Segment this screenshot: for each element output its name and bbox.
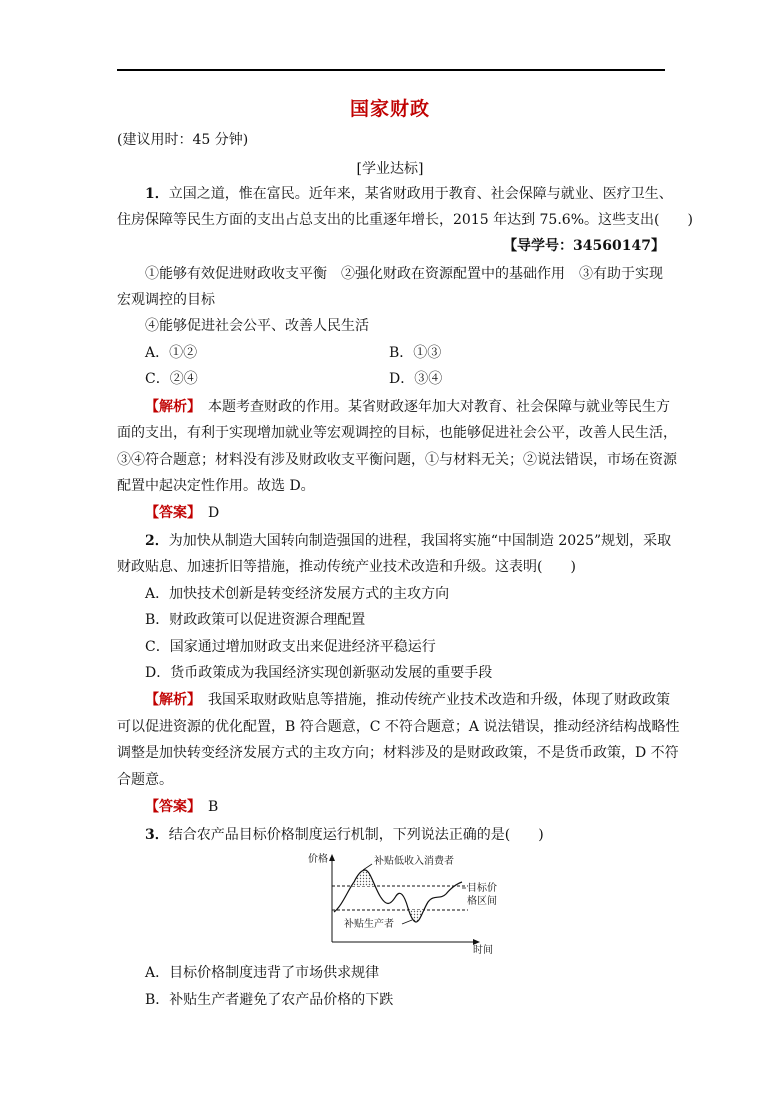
q1-answer-tag: 【答案】 — [145, 505, 194, 521]
q1-number: 1． — [145, 186, 169, 202]
suggested-time: (建议用时：45 分钟) — [117, 132, 249, 148]
q2-number: 2． — [145, 533, 169, 549]
q2-option-b: B．财政政策可以促进资源合理配置 — [145, 612, 366, 628]
top-rule — [117, 69, 665, 71]
price-curve — [334, 870, 462, 922]
q1-items-line-1: ①能够有效促进财政收支平衡 ②强化财政在资源配置中的基础作用 ③有助于实现 — [145, 266, 663, 282]
q1-option-a: A．①② — [145, 345, 198, 361]
price-mechanism-diagram — [308, 850, 508, 955]
band-label-2: 格区间 — [467, 896, 497, 907]
y-axis-arrow — [329, 854, 335, 861]
q2-analysis-line-3: 调整是加快转变经济发展方式的主攻方向；材料涉及的是财政政策，不是货币政策，D 不符 — [117, 745, 679, 761]
x-axis-label: 时间 — [473, 945, 493, 955]
top-label: 补贴低收入消费者 — [374, 856, 454, 867]
top-label-leader — [363, 864, 372, 870]
q1-analysis-line-1: 【解析】 本题考查财政的作用。某省财政逐年加大对教育、社会保障与就业等民生方 — [145, 399, 670, 415]
section-heading: [学业达标] — [356, 161, 424, 177]
q3-option-a: A．目标价格制度违背了市场供求规律 — [145, 965, 380, 981]
q1-analysis-line-4: 配置中起决定性作用。故选 D。 — [117, 478, 315, 494]
q1-option-d: D．③④ — [389, 371, 443, 387]
q1-stem-line-1: 1．立国之道，惟在富民。近年来，某省财政用于教育、社会保障与就业、医疗卫生、 — [145, 186, 673, 202]
q1-guide-number: 【导学号：34560147】 — [503, 238, 665, 254]
q1-analysis-line-3: ③④符合题意；材料没有涉及财政收支平衡问题，①与材料无关；②说法错误，市场在资源 — [117, 452, 677, 468]
q1-items-line-3: ④能够促进社会公平、改善人民生活 — [145, 318, 369, 334]
q1-analysis-tag: 【解析】 — [145, 399, 194, 415]
y-axis-label: 价格 — [308, 854, 328, 865]
q2-option-d: D．货币政策成为我国经济实现创新驱动发展的重要手段 — [145, 665, 493, 681]
q2-answer-tag: 【答案】 — [145, 799, 194, 815]
q1-stem-line-2: 住房保障等民生方面的支出占总支出的比重逐年增长，2015 年达到 75.6%。这些支出( ) — [117, 212, 693, 228]
q2-option-a: A．加快技术创新是转变经济发展方式的主攻方向 — [145, 586, 450, 602]
q2-stem-line-2: 财政贴息、加速折旧等措施，推动传统产业技术改造和升级。这表明( ) — [117, 559, 576, 575]
q2-analysis-line-1: 【解析】 我国采取财政贴息等措施，推动传统产业技术改造和升级，体现了财政政策 — [145, 692, 670, 708]
q2-analysis-line-2: 可以促进资源的优化配置，B 符合题意，C 不符合题意；A 说法错误，推动经济结构战略性 — [117, 719, 680, 735]
q1-option-b: B．①③ — [389, 345, 442, 361]
q2-answer: 【答案】 B — [145, 799, 219, 815]
q2-analysis-line-4: 合题意。 — [117, 772, 173, 788]
q1-option-c: C．②④ — [145, 371, 198, 387]
q3-number: 3． — [145, 827, 169, 843]
q1-items-line-2: 宏观调控的目标 — [117, 292, 215, 308]
q2-analysis-tag: 【解析】 — [145, 692, 194, 708]
q2-option-c: C．国家通过增加财政支出来促进经济平稳运行 — [145, 639, 436, 655]
page-title: 国家财政 — [349, 98, 430, 120]
band-label-1: 目标价 — [467, 883, 497, 894]
q2-stem-line-1: 2．为加快从制造大国转向制造强国的进程，我国将实施“中国制造 2025”规划，采取 — [145, 533, 672, 549]
q3-stem: 3．结合农产品目标价格制度运行机制，下列说法正确的是( ) — [145, 827, 544, 843]
consumer-subsidy-area — [352, 870, 374, 886]
bottom-label: 补贴生产者 — [344, 919, 394, 930]
q3-option-b: B．补贴生产者避免了农产品价格的下跌 — [145, 992, 394, 1008]
q1-answer: 【答案】 D — [145, 505, 220, 521]
bottom-label-leader — [402, 920, 412, 924]
q1-analysis-line-2: 面的支出，有利于实现增加就业等宏观调控的目标，也能够促进社会公平，改善人民生活， — [117, 425, 677, 441]
